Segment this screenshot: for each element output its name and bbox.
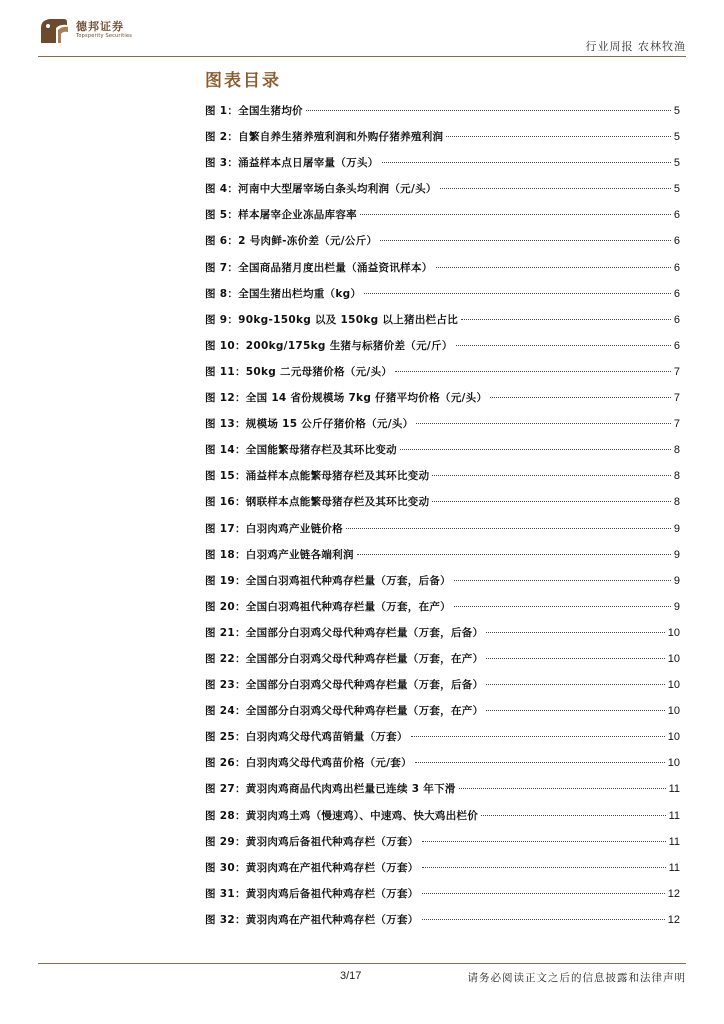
- toc-entry-page: 9: [673, 600, 680, 613]
- toc-entry-label: 图 8：全国生猪出栏均重（kg）: [205, 287, 362, 300]
- toc-entry-label: 图 14：全国能繁母猪存栏及其环比变动: [205, 444, 397, 457]
- toc-entry-page: 6: [673, 339, 680, 352]
- toc-entry-page: 7: [673, 392, 680, 405]
- toc-leader-dots: [440, 188, 671, 189]
- toc-entry[interactable]: [205, 781, 680, 807]
- brand-subtitle: Topsperity Securities: [76, 33, 133, 39]
- toc-leader-dots: [432, 501, 671, 502]
- toc-entry-page: 10: [667, 757, 680, 770]
- toc-entry[interactable]: [205, 755, 680, 781]
- toc-entry-label: 图 22：全国部分白羽鸡父母代种鸡存栏量（万套，在产）: [205, 652, 484, 665]
- toc-leader-dots: [346, 528, 671, 529]
- toc-leader-dots: [364, 293, 671, 294]
- toc-entry-label: 图 32：黄羽肉鸡在产祖代种鸡存栏（万套）: [205, 913, 419, 926]
- toc-entry-page: 6: [673, 209, 680, 222]
- toc-entry[interactable]: [205, 573, 680, 599]
- toc-entry-label: 图 15：涌益样本点能繁母猪存栏及其环比变动: [205, 470, 430, 483]
- toc-entry-page: 11: [668, 783, 680, 796]
- toc-entry[interactable]: [205, 416, 680, 442]
- toc-leader-dots: [415, 762, 665, 763]
- toc-entry-label: 图 17：白羽肉鸡产业链价格: [205, 522, 343, 535]
- toc-leader-dots: [490, 397, 671, 398]
- toc-list: [205, 103, 680, 938]
- toc-entry-label: 图 26：白羽肉鸡父母代鸡苗价格（元/套）: [205, 757, 412, 770]
- toc-entry-page: 9: [673, 574, 680, 587]
- toc-entry[interactable]: [205, 442, 680, 468]
- toc-entry[interactable]: [205, 312, 680, 338]
- toc-entry-label: 图 29：黄羽肉鸡后备祖代种鸡存栏（万套）: [205, 835, 419, 848]
- toc-entry-label: 图 31：黄羽肉鸡后备祖代种鸡存栏（万套）: [205, 887, 419, 900]
- toc-entry[interactable]: [205, 364, 680, 390]
- toc-entry-page: 10: [667, 705, 680, 718]
- toc-title: 图表目录: [205, 71, 281, 91]
- toc-entry[interactable]: [205, 260, 680, 286]
- toc-entry-page: 12: [667, 913, 680, 926]
- toc-entry-label: 图 12：全国 14 省份规模场 7kg 仔猪平均价格（元/头）: [205, 392, 488, 405]
- toc-entry-label: 图 4：河南中大型屠宰场白条头均利润（元/头）: [205, 183, 437, 196]
- toc-entry-page: 8: [673, 444, 680, 457]
- toc-entry-page: 11: [668, 835, 680, 848]
- toc-entry-page: 10: [667, 626, 680, 639]
- toc-leader-dots: [422, 841, 666, 842]
- toc-leader-dots: [454, 606, 671, 607]
- toc-leader-dots: [360, 214, 671, 215]
- toc-leader-dots: [411, 736, 665, 737]
- page-number: 3/17: [340, 970, 362, 982]
- toc-leader-dots: [456, 345, 671, 346]
- toc-entry[interactable]: [205, 886, 680, 912]
- toc-leader-dots: [459, 788, 666, 789]
- toc-entry[interactable]: [205, 233, 680, 259]
- toc-entry-label: 图 24：全国部分白羽鸡父母代种鸡存栏量（万套，在产）: [205, 705, 484, 718]
- toc-leader-dots: [486, 684, 664, 685]
- toc-entry-page: 7: [673, 418, 680, 431]
- brand-name: 德邦证券: [76, 20, 124, 33]
- toc-entry-label: 图 27：黄羽肉鸡商品代肉鸡出栏量已连续 3 年下滑: [205, 783, 456, 796]
- toc-entry-label: 图 23：全国部分白羽鸡父母代种鸡存栏量（万套，后备）: [205, 679, 484, 692]
- toc-entry[interactable]: [205, 703, 680, 729]
- toc-entry-label: 图 11：50kg 二元母猪价格（元/头）: [205, 365, 393, 378]
- toc-entry[interactable]: [205, 207, 680, 233]
- legal-disclaimer: 请务必阅读正文之后的信息披露和法律声明: [467, 972, 686, 984]
- toc-entry-label: 图 1：全国生猪均价: [205, 105, 303, 117]
- toc-entry[interactable]: [205, 625, 680, 651]
- toc-entry-page: 5: [673, 131, 680, 144]
- toc-leader-dots: [416, 423, 670, 424]
- toc-leader-dots: [395, 371, 671, 372]
- toc-entry[interactable]: [205, 521, 680, 547]
- toc-entry-label: 图 20：全国白羽鸡祖代种鸡存栏量（万套，在产）: [205, 600, 451, 613]
- toc-leader-dots: [382, 162, 671, 163]
- toc-entry[interactable]: [205, 834, 680, 860]
- toc-entry-label: 图 9：90kg-150kg 以及 150kg 以上猪出栏占比: [205, 313, 459, 326]
- toc-entry[interactable]: [205, 390, 680, 416]
- topsperity-logo-icon: [38, 16, 70, 46]
- report-category: 行业周报 农林牧渔: [585, 40, 686, 53]
- toc-leader-dots: [446, 136, 671, 137]
- header-divider: [38, 56, 686, 57]
- toc-entry-label: 图 6：2 号肉鲜-冻价差（元/公斤）: [205, 235, 378, 248]
- toc-entry-page: 8: [673, 470, 680, 483]
- toc-entry-page: 5: [673, 105, 680, 117]
- toc-leader-dots: [357, 554, 671, 555]
- toc-entry[interactable]: [205, 155, 680, 181]
- footer-divider: [38, 963, 686, 964]
- toc-leader-dots: [436, 267, 671, 268]
- toc-entry-label: 图 28：黄羽肉鸡土鸡（慢速鸡）、中速鸡、快大鸡出栏价: [205, 809, 479, 822]
- toc-entry-page: 9: [673, 522, 680, 535]
- toc-entry[interactable]: [205, 860, 680, 886]
- toc-leader-dots: [461, 319, 671, 320]
- toc-entry[interactable]: [205, 599, 680, 625]
- toc-leader-dots: [422, 867, 666, 868]
- toc-entry-label: 图 13：规模场 15 公斤仔猪价格（元/头）: [205, 418, 414, 431]
- toc-entry-page: 10: [667, 679, 680, 692]
- toc-entry-label: 图 7：全国商品猪月度出栏量（涌益资讯样本）: [205, 261, 433, 274]
- toc-entry[interactable]: [205, 338, 680, 364]
- toc-entry-label: 图 3：涌益样本点日屠宰量（万头）: [205, 157, 379, 170]
- toc-entry[interactable]: [205, 651, 680, 677]
- toc-leader-dots: [486, 710, 664, 711]
- toc-leader-dots: [400, 449, 671, 450]
- toc-leader-dots: [481, 815, 665, 816]
- toc-entry[interactable]: [205, 547, 680, 573]
- toc-entry-page: 12: [667, 887, 680, 900]
- toc-entry[interactable]: [205, 181, 680, 207]
- toc-leader-dots: [306, 110, 671, 111]
- toc-entry-page: 5: [673, 157, 680, 170]
- toc-entry-label: 图 18：白羽鸡产业链各端利润: [205, 548, 354, 561]
- toc-entry-page: 5: [673, 183, 680, 196]
- toc-entry-page: 10: [667, 731, 680, 744]
- toc-entry[interactable]: [205, 103, 680, 129]
- toc-leader-dots: [422, 919, 665, 920]
- toc-entry-label: 图 30：黄羽肉鸡在产祖代种鸡存栏（万套）: [205, 861, 419, 874]
- toc-entry-page: 6: [673, 235, 680, 248]
- toc-entry[interactable]: [205, 494, 680, 520]
- toc-leader-dots: [432, 475, 671, 476]
- toc-entry[interactable]: [205, 912, 680, 938]
- toc-entry[interactable]: [205, 808, 680, 834]
- toc-entry-label: 图 10：200kg/175kg 生猪与标猪价差（元/斤）: [205, 339, 453, 352]
- toc-leader-dots: [380, 240, 671, 241]
- toc-entry-page: 11: [668, 809, 680, 822]
- toc-entry-label: 图 19：全国白羽鸡祖代种鸡存栏量（万套，后备）: [205, 574, 451, 587]
- toc-leader-dots: [422, 893, 665, 894]
- toc-entry-label: 图 2：自繁自养生猪养殖利润和外购仔猪养殖利润: [205, 131, 444, 144]
- toc-entry-page: 11: [668, 861, 680, 874]
- toc-entry-label: 图 5：样本屠宰企业冻品库容率: [205, 209, 357, 222]
- toc-entry[interactable]: [205, 468, 680, 494]
- toc-leader-dots: [486, 658, 664, 659]
- toc-entry[interactable]: [205, 677, 680, 703]
- toc-leader-dots: [486, 632, 664, 633]
- toc-entry-page: 8: [673, 496, 680, 509]
- toc-entry-page: 7: [673, 365, 680, 378]
- toc-entry-page: 6: [673, 313, 680, 326]
- page-header: [0, 0, 724, 58]
- toc-entry-label: 图 16：钢联样本点能繁母猪存栏及其环比变动: [205, 496, 430, 509]
- toc-entry-page: 6: [673, 261, 680, 274]
- toc-entry[interactable]: [205, 129, 680, 155]
- toc-entry-label: 图 25：白羽肉鸡父母代鸡苗销量（万套）: [205, 731, 408, 744]
- toc-leader-dots: [454, 580, 671, 581]
- toc-entry[interactable]: [205, 286, 680, 312]
- toc-entry-label: 图 21：全国部分白羽鸡父母代种鸡存栏量（万套，后备）: [205, 626, 484, 639]
- toc-entry[interactable]: [205, 729, 680, 755]
- toc-entry-page: 10: [667, 652, 680, 665]
- toc-entry-page: 9: [673, 548, 680, 561]
- toc-entry-page: 6: [673, 287, 680, 300]
